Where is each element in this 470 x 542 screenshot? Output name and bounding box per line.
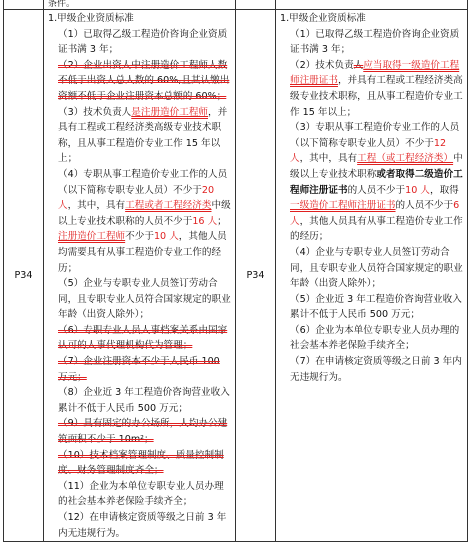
left-item-10-deleted: （10）技术档案管理制度、质量控制制度、财务管理制度齐全；: [58, 449, 224, 477]
content-row: [4, 10, 468, 542]
right-item-3: [280, 120, 463, 245]
left-item-4: [48, 167, 231, 276]
left-title: 1.甲级企业资质标准: [48, 13, 134, 24]
right-item-2-highlight: 应当取得一级造价工程师注册证书: [290, 59, 460, 87]
left-item-4-f: ，其他人员均需要具有从事工程造价专业工作的经历；: [58, 231, 227, 274]
left-item-4-count-3: 10 人: [153, 231, 179, 243]
left-item-1: （1）已取得乙级工程造价咨询企业资质证书满 3 年；: [58, 28, 228, 56]
right-item-3-a: （3）专职从事工程造价专业工作的人员（以下简称专职专业人员）不少于: [290, 122, 460, 149]
top-cell-page-right: [236, 0, 276, 10]
top-cell-right: [276, 0, 468, 10]
left-item-8: （8）企业近 3 年工程造价咨询营业收入累计不低于人民币 500 万元；: [58, 387, 230, 414]
top-cell-page-left: [4, 0, 44, 10]
comparison-table: [3, 0, 468, 542]
left-item-4-c: 中级以上专业技术职称的人员不少于: [58, 200, 231, 227]
left-item-9-deleted: （9）具有固定的办公场所，人均办公建筑面积不少于 10m²；: [58, 418, 228, 446]
right-item-3-count-2: 10 人: [405, 184, 430, 196]
left-item-5: （5）企业与专职专业人员签订劳动合同，且专职专业人员符合国家规定的职业年龄（出资人除外）；: [58, 278, 231, 321]
right-item-3-e: ，取得: [429, 184, 459, 196]
left-item-4-count-1: 20 人: [58, 184, 215, 212]
left-item-7-deleted: （7）企业注册资本不少于人民币 100 万元；: [58, 356, 220, 383]
right-item-3-count-3: 6 人: [290, 200, 460, 227]
left-item-2-deleted: （2）企业出资人中注册造价工程师人数不低于出资人总人数的 60%,且其认缴出资额不低于企业注册资本总额的 60%；: [58, 59, 230, 102]
left-item-3-highlight: 是注册造价工程师: [131, 106, 209, 118]
right-item-3-d: 的人员不少于: [347, 184, 406, 196]
right-content-cell: [276, 10, 468, 542]
right-item-2-b: ，并具有工程或工程经济类高级专业技术职称，且从事工程造价专业工作 15 年以上；: [290, 75, 463, 118]
left-item-12: （12）在申请核定资质等级之日前 3 年内无违规行为。: [58, 512, 227, 539]
page-label-left: P34: [4, 10, 44, 542]
left-item-4-highlight-2: 注册造价工程师: [58, 231, 126, 243]
page-label-right: P34: [236, 10, 276, 542]
top-cell-left: [44, 0, 236, 10]
left-content-cell: [44, 10, 236, 542]
left-item-3: [48, 105, 231, 167]
right-item-3-c: 中级以上专业技术职称: [290, 153, 463, 180]
left-item-6-deleted: （6）专职专业人员人事档案关系由国家认可的人事代理机构代为管理；: [58, 324, 228, 352]
right-item-7: （7）在申请核定资质等级之日前 3 年内无违规行为。: [290, 356, 462, 383]
right-item-3-count-1: 12 人: [290, 137, 447, 165]
right-item-5: （5）企业近 3 年工程造价咨询营业收入累计不低于人民币 500 万元；: [290, 293, 462, 321]
right-item-6: （6）企业为本单位专职专业人员办理的社会基本养老保险手续齐全；: [290, 324, 460, 352]
left-item-4-highlight-1: 工程或者工程经济类: [125, 200, 212, 212]
right-item-3-highlight-1: 工程（或工程经济类）: [357, 153, 454, 165]
top-row: [4, 0, 468, 10]
right-item-3-g: ，其他人员具有从事工程造价专业工作的经历；: [290, 215, 463, 243]
left-item-3-b: ，并具有工程或工程经济类高级专业技术职称，且从事工程造价专业工作 15 年以上；: [58, 106, 228, 165]
left-item-4-b: ，其中，具有: [67, 200, 126, 212]
right-title: 1.甲级企业资质标准: [280, 13, 366, 24]
left-item-4-e: 不少于: [125, 231, 154, 243]
right-item-3-bold: 或者取得二级造价工程师注册证书: [290, 168, 463, 196]
right-item-3-f: 的人员不少于: [395, 200, 454, 212]
right-item-4: （4）企业与专职专业人员签订劳动合同，且专职专业人员符合国家规定的职业年龄（出资人除外）；: [290, 246, 463, 290]
right-item-2: [280, 58, 463, 120]
left-item-3-a: （3）技术负责人: [58, 106, 132, 118]
top-left-text: 条件。: [48, 0, 76, 9]
right-item-2-a: （2）技术负责: [290, 59, 354, 71]
left-item-4-d: ；: [217, 215, 227, 227]
left-item-4-a: （4）专职从事工程造价专业工作的人员（以下简称专职专业人员）不少于: [58, 168, 228, 196]
right-item-1: （1）已取得乙级工程造价咨询企业资质证书满 3 年；: [290, 28, 460, 56]
right-item-3-highlight-2: 一级造价工程师注册证书: [290, 200, 396, 212]
right-item-2-deleted: 人: [353, 59, 364, 71]
right-item-3-b: ，其中，具有: [299, 153, 358, 165]
left-item-4-count-2: 16 人: [192, 215, 218, 227]
left-item-11: （11）企业为本单位专职专业人员办理的社会基本养老保险手续齐全；: [58, 480, 224, 508]
